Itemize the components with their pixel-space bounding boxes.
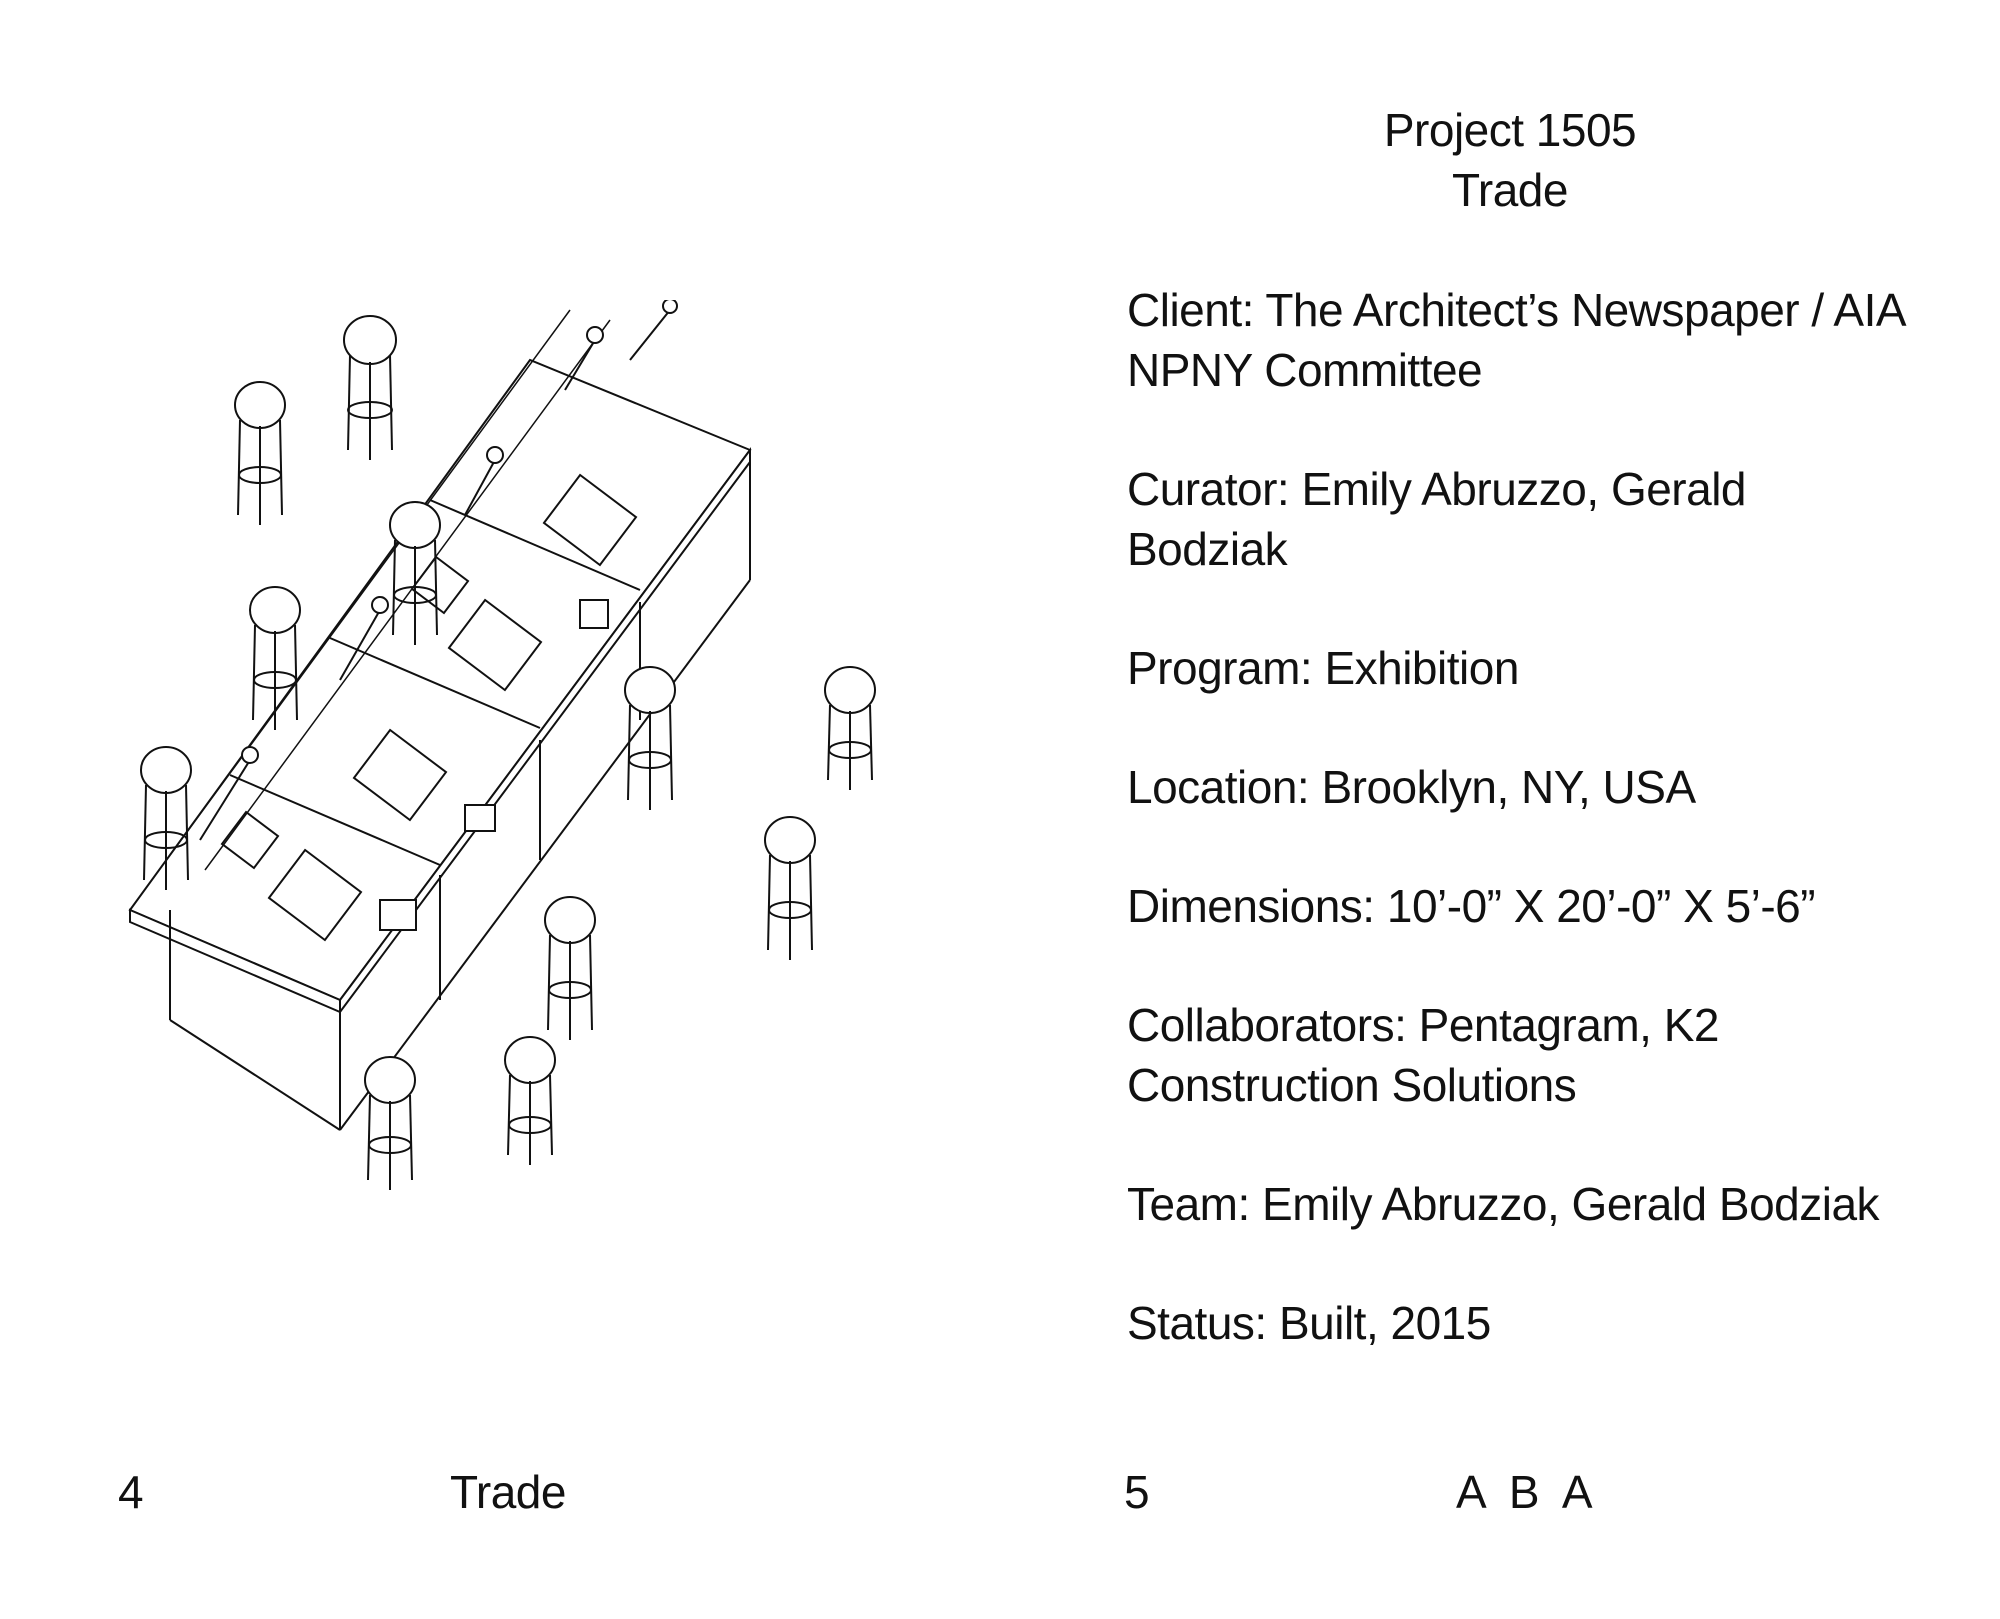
dimensions-line: Dimensions: 10’-0” X 20’-0” X 5’-6” <box>1127 880 1816 932</box>
stool-1 <box>344 316 396 460</box>
stool-6 <box>141 747 191 890</box>
program-line: Program: Exhibition <box>1127 642 1519 694</box>
stool-11 <box>365 1057 415 1190</box>
project-number: Project 1505 <box>1383 104 1637 156</box>
stool-2 <box>235 382 285 525</box>
project-info <box>1127 280 1907 1412</box>
location-line: Location: Brooklyn, NY, USA <box>1127 761 1696 813</box>
right-page-number: 5 <box>1124 1466 1150 1518</box>
stool-3 <box>390 502 440 645</box>
left-running-title: Trade <box>450 1466 566 1518</box>
project-name: Trade <box>1452 164 1568 216</box>
left-page-number: 4 <box>118 1466 144 1518</box>
client-line: Client: The Architect’s Newspaper / AIA NPNY Committee <box>1127 284 1904 396</box>
project-title <box>1290 100 1730 220</box>
collaborators-line: Collaborators: Pentagram, K2 Construction Solutions <box>1127 999 1719 1111</box>
stool-9 <box>545 897 595 1040</box>
stool-8 <box>765 817 815 960</box>
stool-4 <box>250 587 300 730</box>
table-top-edge <box>130 910 340 1012</box>
right-running-title: A B A <box>1456 1466 1599 1518</box>
stool-10 <box>505 1037 555 1165</box>
stool-7 <box>825 667 875 790</box>
curator-line: Curator: Emily Abruzzo, Gerald Bodziak <box>1127 463 1747 575</box>
status-line: Status: Built, 2015 <box>1127 1297 1491 1349</box>
team-line: Team: Emily Abruzzo, Gerald Bodziak <box>1127 1178 1880 1230</box>
axonometric-drawing <box>110 300 890 1200</box>
